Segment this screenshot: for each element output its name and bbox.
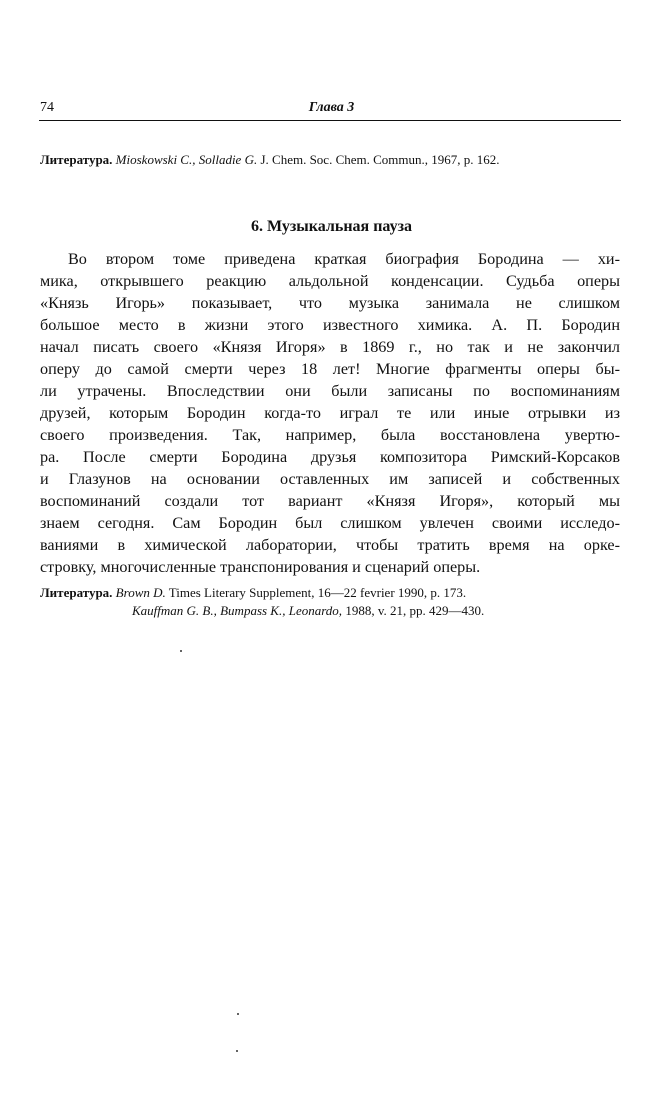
body-line: знаем сегодня. Сам Бородин был слишком увлечен своими исследо-	[40, 514, 620, 532]
body-line: оперу до самой смерти через 18 лет! Многие фрагменты оперы бы-	[40, 360, 620, 378]
literature-source: J. Chem. Soc. Chem. Commun., 1967, p. 162.	[260, 152, 500, 167]
reference-authors: Brown D.	[115, 585, 166, 600]
body-line: и Глазунов на основании оставленных им записей и собственных	[40, 470, 620, 488]
literature-top	[40, 151, 620, 168]
body-line: друзей, которым Бородин когда-то играл те или иные отрывки из	[40, 404, 620, 422]
reference-authors: Kauffman G. B., Bumpass K., Leonardo,	[132, 603, 343, 618]
scan-speck	[180, 650, 182, 652]
body-line: мика, открывшего реакцию альдольной конденсации. Судьба оперы	[40, 272, 620, 290]
literature-authors: Mioskowski C., Solladie G.	[115, 152, 258, 167]
literature-bottom	[40, 584, 630, 620]
literature-label: Литература.	[40, 152, 113, 167]
body-line: ра. После смерти Бородина друзья композитора Римский-Корсаков	[40, 448, 620, 466]
scan-speck	[237, 1013, 239, 1015]
body-line: ли утрачены. Впоследствии они были записаны по воспоминаниям	[40, 382, 620, 400]
reference-item	[40, 602, 630, 620]
body-line: большое место в жизни этого известного химика. А. П. Бородин	[40, 316, 620, 334]
body-line: ваниями в химической лаборатории, чтобы тратить время на орке-	[40, 536, 620, 554]
reference-source: Times Literary Supplement, 16—22 fevrier 1990, p. 173.	[168, 585, 467, 600]
body-line: своего произведения. Так, например, была восстановлена увертю-	[40, 426, 620, 444]
body-paragraph	[40, 248, 620, 578]
section-title: 6. Музыкальная пауза	[250, 218, 413, 235]
reference-item	[40, 584, 630, 602]
page-number: 74	[40, 100, 54, 115]
body-line: «Князь Игорь» показывает, что музыка занимала не слишком	[40, 294, 620, 312]
body-line: Во втором томе приведена краткая биография Бородина — хи-	[68, 250, 620, 268]
body-line: стровку, многочисленные транспонирования и сценарий оперы.	[40, 558, 481, 576]
scan-speck	[236, 1050, 238, 1052]
body-line: воспоминаний создали тот вариант «Князя Игоря», который мы	[40, 492, 620, 510]
body-line: начал писать своего «Князя Игоря» в 1869 г., но так и не закончил	[40, 338, 620, 356]
chapter-running-head: Глава 3	[308, 100, 355, 115]
header-rule	[39, 120, 621, 121]
reference-source: 1988, v. 21, pp. 429—430.	[345, 603, 485, 618]
literature-label: Литература.	[40, 585, 113, 600]
